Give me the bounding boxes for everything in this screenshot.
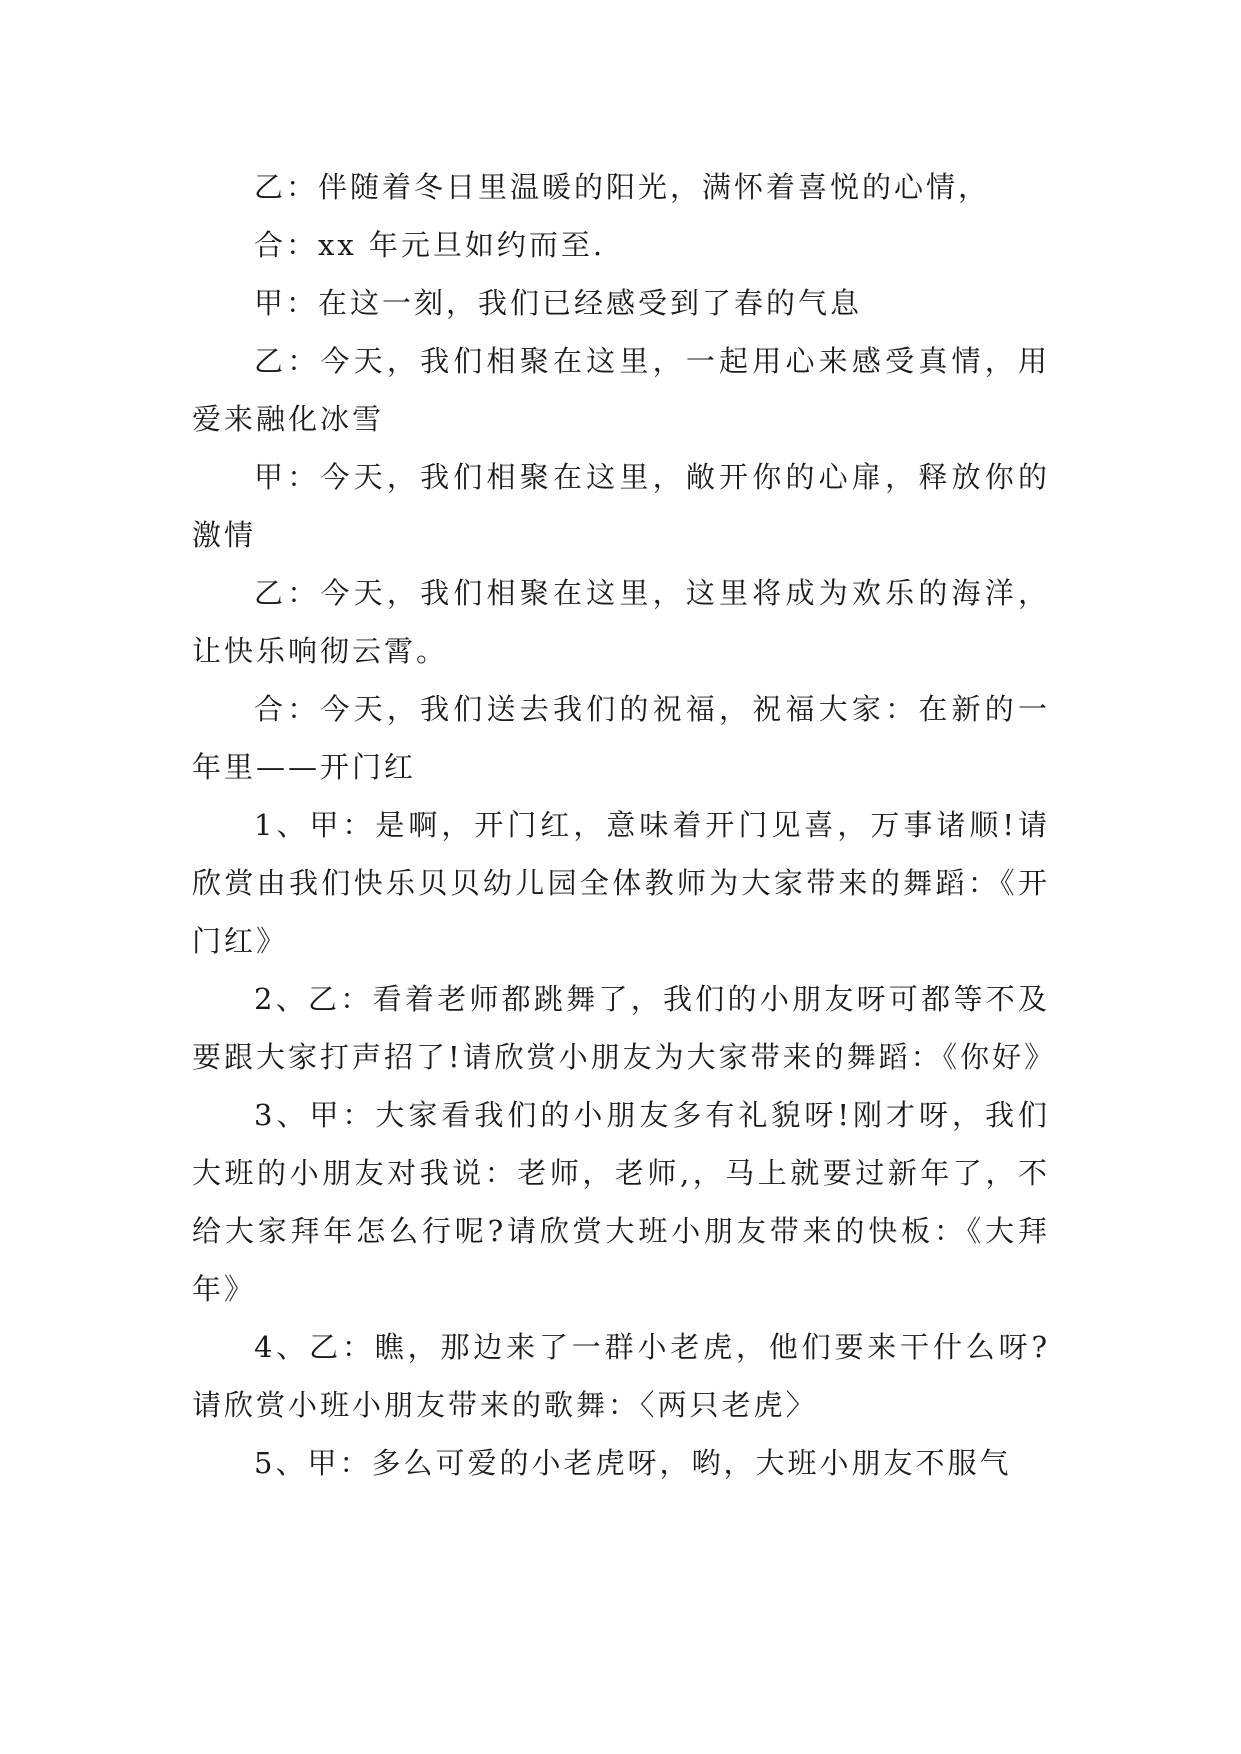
paragraph: 2、乙：看着老师都跳舞了，我们的小朋友呀可都等不及要跟大家打声招了!请欣赏小朋友为大家带来的舞蹈：《你好》 [192, 982, 1057, 1074]
paragraph: 乙：今天，我们相聚在这里，一起用心来感受真情，用爱来融化冰雪 [192, 344, 1050, 436]
paragraph: 合：xx 年元旦如约而至. [254, 228, 606, 262]
paragraph: 乙：伴随着冬日里温暖的阳光，满怀着喜悦的心情， [254, 170, 991, 204]
paragraph: 3、甲：大家看我们的小朋友多有礼貌呀!刚才呀，我们大班的小朋友对我说：老师，老师,，马上就要过新年了，不给大家拜年怎么行呢?请欣赏大班小朋友带来的快板：《大拜年》 [192, 1098, 1050, 1306]
paragraph: 乙：今天，我们相聚在这里，这里将成为欢乐的海洋，让快乐响彻云霄。 [192, 576, 1050, 668]
paragraph: 甲：今天，我们相聚在这里，敞开你的心扉，释放你的激情 [192, 460, 1050, 552]
document-body [192, 158, 1057, 1492]
paragraph: 5、甲：多么可爱的小老虎呀，哟，大班小朋友不服气 [254, 1446, 1012, 1480]
paragraph: 1、甲：是啊，开门红，意味着开门见喜，万事诸顺!请欣赏由我们快乐贝贝幼儿园全体教师为大家带来的舞蹈：《开门红》 [192, 808, 1050, 958]
paragraph: 4、乙：瞧，那边来了一群小老虎，他们要来干什么呀?请欣赏小班小朋友带来的歌舞：〈两只老虎〉 [192, 1330, 1050, 1422]
paragraph: 甲：在这一刻，我们已经感受到了春的气息 [254, 286, 863, 320]
paragraph: 合：今天，我们送去我们的祝福，祝福大家：在新的一年里——开门红 [192, 692, 1050, 784]
